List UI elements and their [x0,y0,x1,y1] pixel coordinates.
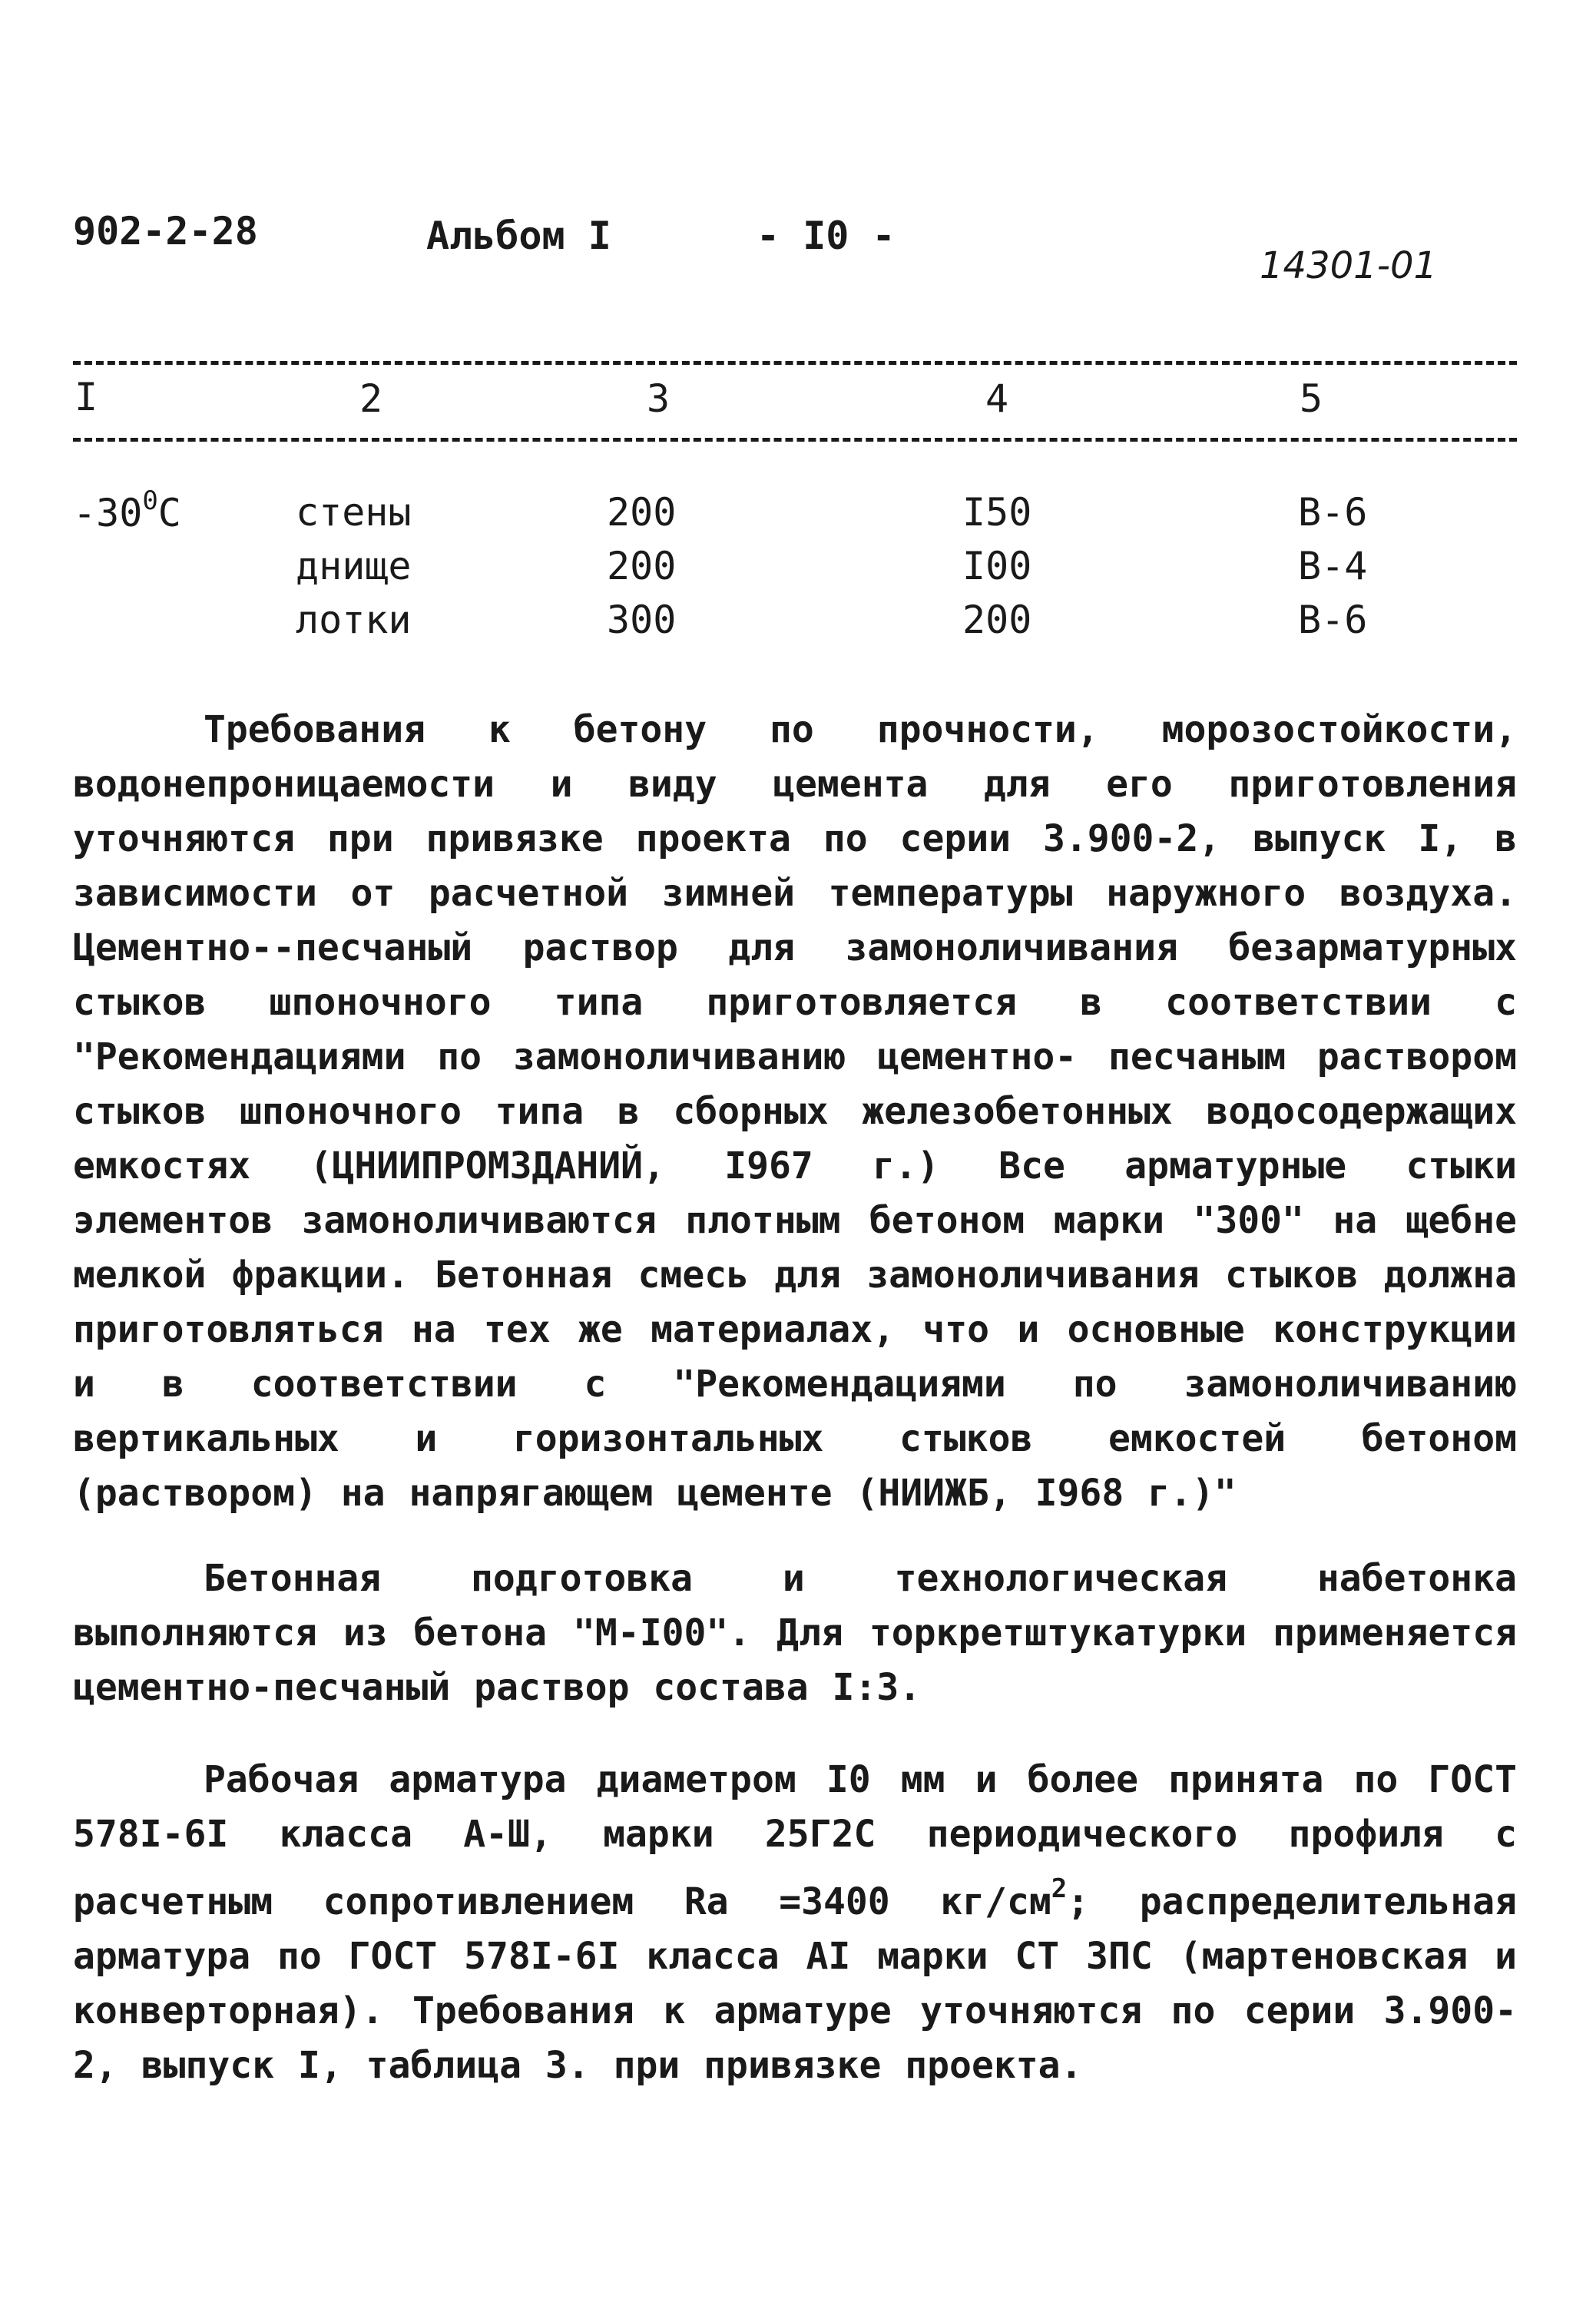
paragraph-concrete-requirements [73,703,1517,1521]
inventory-number: 14301-01 [1260,244,1438,287]
row-value-3: 200 [607,544,677,588]
paragraph-text-part: Рабочая арматура диаметром I0 мм и более принята по ГОСТ 578I-6I класса А-Ш, марки 25Г2С периодического профиля с расчетным сопротивлением Rа =3400 кг/см [73,1758,1517,1923]
document-code: 902-2-28 [73,209,258,253]
paragraph-text: Бетонная подготовка и технологическая набетонка выполняются из бетона "М-I00". Для торкретштукатурки применяется цементно-песчаный раствор состава I:3. [73,1557,1517,1709]
row-element: стены [296,490,412,535]
row-value-5: B-4 [1298,544,1368,588]
row-value-4: I00 [962,544,1032,588]
column-header-1: I [75,375,98,419]
temperature-unit: С [157,491,181,535]
column-header-3: 3 [647,376,671,421]
row-value-4: I50 [962,490,1032,535]
paragraph-text-part: ; распределительная арматура по ГОСТ 578I-6I класса АI марки СТ 3ПС (мартеновская и конверторная). Требования к арматуре уточняются по серии 3.900-2, выпуск I, таблица 3. при привязке проекта. [73,1880,1517,2087]
row-element: днище [296,544,412,588]
paragraph-text: Требования к бетону по прочности, морозостойкости, водонепроницаемости и виду цемента для его приготовления уточняются при привязке проекта по серии 3.900-2, выпуск I, в зависимости от расчетной зимней температуры наружного воздуха. Цементно--песчаный раствор для замоноличивания безарматурных стыков шпоночного типа приготовляется в соответствии с "Рекомендациями по замоноличиванию цементно- песчаным раствором стыков шпоночного типа в сборных железобетонных водосодержащих емкостях (ЦНИИПРОМЗДАНИЙ, I967 г.) Все арматурные стыки элементов замоноличиваются плотным бетоном марки "300" на щебне мелкой фракции. Бетонная смесь для замоноличивания стыков должна приготовляться на тех же материалах, что и основные конструкции и в соответствии с "Рекомендациями по замоноличиванию вертикальных и горизонтальных стыков емкостей бетоном (раствором) на напрягающем цементе (НИИЖБ, I968 г.)" [73,708,1517,1515]
column-header-4: 4 [985,376,1009,421]
column-header-5: 5 [1300,376,1323,421]
album-label: Альбом I [426,214,611,258]
row-value-3: 200 [607,490,677,535]
column-header-2: 2 [359,376,383,421]
temperature-number: -30 [73,491,143,535]
row-value-5: B-6 [1298,490,1368,535]
row-value-3: 300 [607,598,677,642]
table-header-rule [73,438,1517,442]
superscript-two: 2 [1051,1873,1068,1904]
degree-mark: 0 [142,485,158,516]
paragraph-text [73,1753,1517,2093]
row-value-5: B-6 [1298,598,1368,642]
paragraph-reinforcement [73,1753,1517,2093]
table-top-rule [73,361,1517,365]
paragraph-concrete-preparation [73,1552,1517,1715]
page-number: - I0 - [757,214,896,258]
row-value-4: 200 [962,598,1032,642]
temperature-value [73,485,181,535]
row-element: лотки [296,598,412,642]
